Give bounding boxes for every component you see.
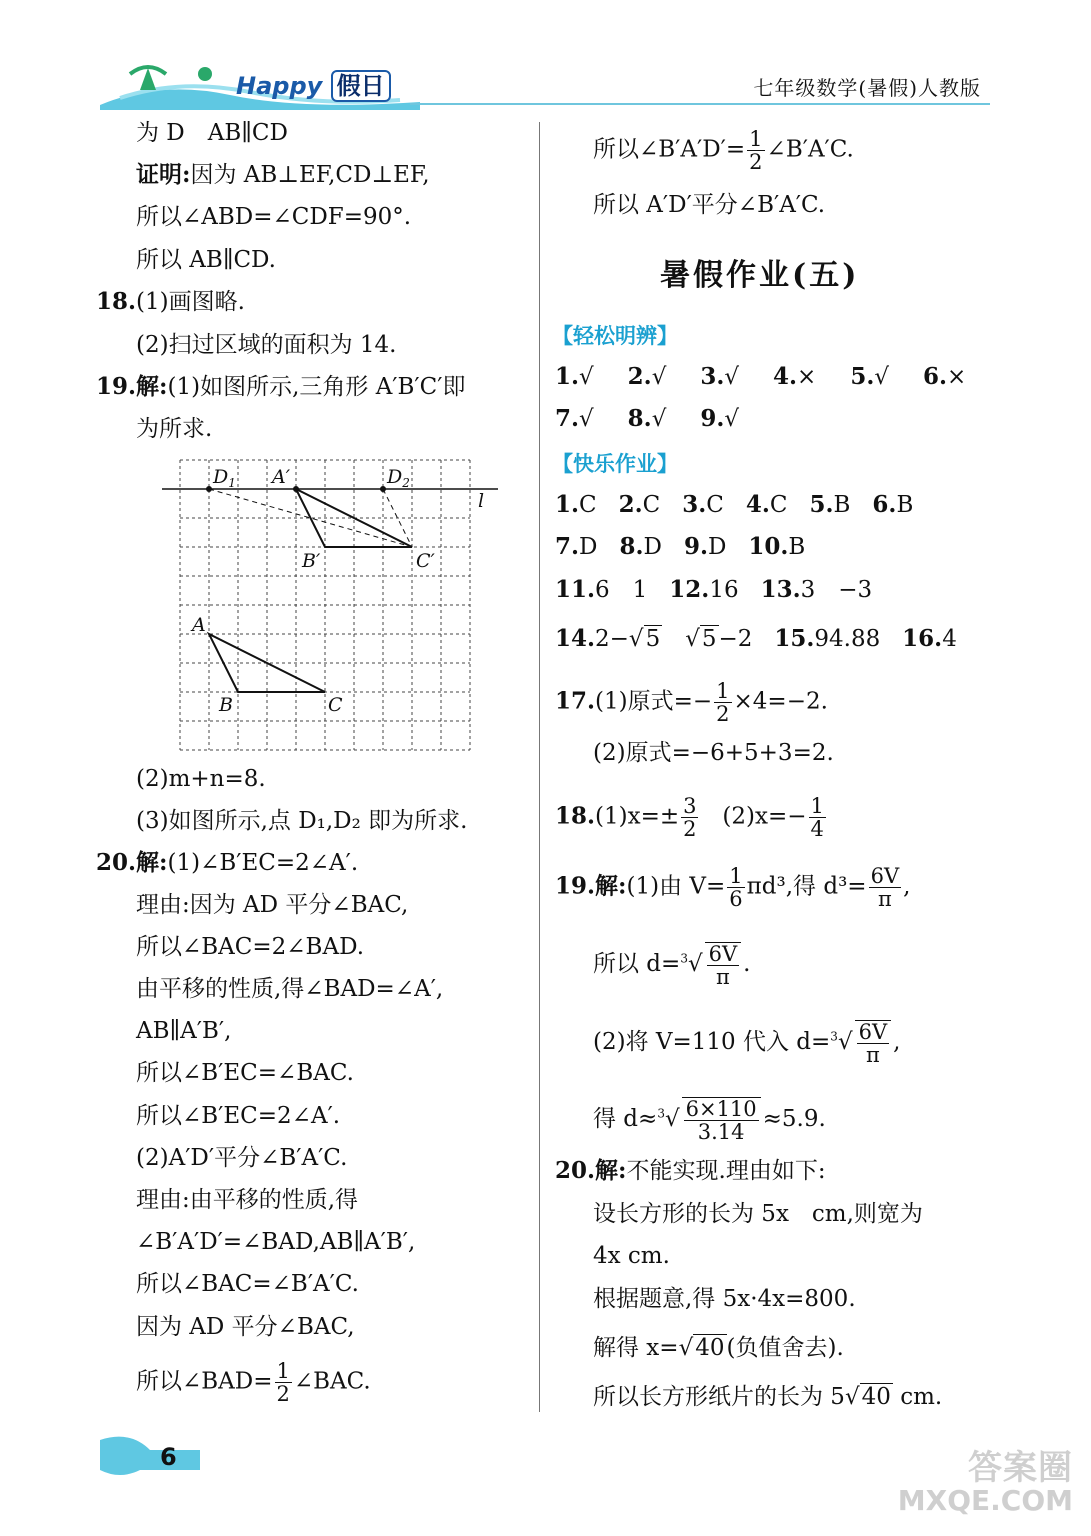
answer-item: [700, 406, 739, 432]
frac-num: 1: [276, 1359, 290, 1383]
q19r-line-4: 得 d≈$^3$√ $\frac{6\times 110}{3.14}$ ≈5.9.: [593, 1097, 826, 1144]
section-title: 暑假作业(五): [660, 258, 860, 293]
frac-den: 6: [729, 887, 743, 911]
q20-line-8: (2)A′D′平分∠B′A′C.: [136, 1145, 348, 1171]
answer-number: 9.: [700, 405, 725, 432]
q19r-l3-frac: [855, 1020, 892, 1066]
answer-item: [684, 534, 726, 560]
answer-value: 6 1: [595, 577, 648, 603]
frac-num: 6×110: [685, 1097, 757, 1121]
answer-item: [619, 534, 661, 560]
q19r-number: 19.: [555, 872, 596, 900]
section-happy-homework: 【快乐作业】: [552, 452, 678, 476]
q18-2a: (2)x=−: [722, 803, 807, 830]
answer-value: 3 −3: [800, 577, 873, 603]
q20-solution-label: 解:: [136, 849, 168, 876]
fraction-half: [275, 1360, 292, 1405]
q19r-line-3: (2)将 V=110 代入 d=$^3$√ $\frac{6V}{\pi}$ ,: [593, 1020, 901, 1067]
footer-decoration: [100, 1430, 200, 1480]
q20-line-3: 所以∠BAC=2∠BAD.: [136, 934, 365, 960]
q15-number: 15.: [774, 625, 815, 652]
tf-row-2: [555, 404, 773, 434]
answer-item: [555, 406, 594, 432]
answer-number: 6.: [922, 363, 947, 390]
answer-number: 4.: [773, 363, 798, 390]
q19-solution-label: 解:: [136, 373, 168, 400]
tf-row-1: [555, 362, 1000, 392]
q18-answers: [555, 795, 828, 840]
left-line-3: 所以∠ABD=∠CDF=90°.: [136, 204, 412, 230]
q19r-l3b: ,: [893, 1029, 901, 1055]
answer-value: B: [833, 492, 851, 518]
answer-number: 2.: [627, 363, 652, 390]
watermark-url: MXQE.COM: [897, 1484, 1073, 1517]
frac-num: 6V: [870, 864, 900, 888]
q16-number: 16.: [902, 625, 943, 652]
label-d2: $D_2$: [387, 466, 410, 490]
book-title: 七年级数学(暑假)人教版: [753, 76, 981, 100]
r1-tail: ∠B′A′C.: [766, 136, 854, 163]
q18-frac-2: [809, 795, 826, 840]
frac-num: 1: [810, 794, 824, 818]
q14-gap: [662, 626, 685, 652]
r1-fraction: [747, 128, 764, 173]
q18r-number: 18.: [555, 802, 596, 830]
label-c1: C′: [416, 550, 435, 572]
cube-root-index: 3: [830, 1029, 838, 1044]
answer-number: 4.: [745, 491, 770, 518]
q19-part3: (3)如图所示,点 D₁,D₂ 即为所求.: [136, 808, 468, 834]
q20-part1: [136, 848, 358, 878]
q20-part1-text: (1)∠B′EC=2∠A′.: [167, 850, 359, 876]
q19r-l4-frac: [682, 1097, 761, 1143]
frac-num: 6V: [708, 942, 738, 966]
q20r-line-4: 根据题意,得 5x·4x=800.: [593, 1286, 856, 1312]
q20-l13-tail: ∠BAC.: [293, 1368, 371, 1395]
q20r-line-1: [555, 1156, 826, 1186]
answer-value: √: [651, 364, 667, 390]
answer-value: D: [707, 534, 727, 560]
q19r-solution-label: 解:: [595, 872, 627, 900]
q20-l13-text: 所以∠BAD=: [136, 1368, 273, 1395]
answer-item: [748, 534, 805, 560]
q20r-l6-radicand: 40: [861, 1384, 891, 1410]
q20r-number: 20.: [555, 1157, 596, 1184]
section-easy-judge: 【轻松明辨】: [552, 324, 678, 348]
answer-value: D: [643, 534, 662, 560]
q20-line-12: 因为 AD 平分∠BAC,: [136, 1314, 355, 1340]
answer-item: [761, 577, 873, 603]
label-a1: A′: [272, 466, 291, 488]
q18-number: 18.: [96, 288, 137, 315]
frac-den: 2: [749, 150, 763, 174]
frac-den: π: [865, 1043, 880, 1067]
q20-number: 20.: [96, 849, 137, 876]
logo-happy: Happy: [236, 72, 323, 100]
q19r-l2-frac: [705, 942, 742, 988]
point-a1: [293, 486, 299, 492]
answer-item: [682, 492, 724, 518]
q19r-frac-2: [869, 865, 902, 910]
q14-number: 14.: [555, 625, 596, 652]
answer-value: √: [579, 406, 594, 432]
answer-value: √: [724, 406, 740, 432]
q19r-l4b: ≈5.9.: [762, 1106, 826, 1132]
q20-line-11: 所以∠BAC=∠B′A′C.: [136, 1271, 359, 1297]
answer-item: [555, 364, 594, 390]
answer-item: [555, 577, 647, 603]
r1-text: 所以∠B′A′D′=: [593, 136, 746, 163]
answer-item: [923, 364, 966, 390]
answer-item: [700, 364, 739, 390]
answer-item: [669, 577, 738, 603]
q18-frac-1: [681, 795, 698, 840]
right-line-2: 所以 A′D′平分∠B′A′C.: [593, 192, 826, 218]
q17-1a: (1)原式=−: [595, 688, 713, 715]
q19r-c: ,: [903, 873, 911, 900]
point-d1: [206, 486, 212, 492]
translation-figure: [160, 455, 505, 755]
q19-number: 19.: [96, 373, 137, 400]
q19r-l2a: 所以 d=: [593, 951, 681, 977]
q19r-line-2: 所以 d=$^3$√ $\frac{6V}{\pi}$ .: [593, 942, 751, 989]
answer-item: [872, 492, 913, 518]
q20r-solution-label: 解:: [595, 1157, 627, 1184]
q19r-l4a: 得 d≈: [593, 1106, 658, 1132]
q17-part1: [555, 680, 828, 725]
answer-number: 3.: [682, 491, 707, 518]
q16-answer: 4: [942, 626, 957, 652]
q19r-frac-1: [727, 865, 744, 910]
answer-value: C: [769, 492, 788, 518]
answer-item: [746, 492, 788, 518]
q20r-text: 不能实现.理由如下:: [626, 1158, 826, 1184]
answer-value: 16: [709, 577, 739, 603]
frac-den: 2: [716, 702, 730, 726]
answer-number: 12.: [669, 576, 710, 603]
answer-item: [773, 364, 816, 390]
left-line-1: 为 D AB∥CD: [136, 120, 288, 146]
logo-jia: 假日: [331, 70, 391, 102]
q15-answer: 94.88: [814, 626, 881, 652]
answer-number: 5.: [809, 491, 834, 518]
answer-value: D: [579, 534, 598, 560]
q20-line-2: 理由:因为 AD 平分∠BAC,: [136, 892, 409, 918]
column-divider: [539, 122, 540, 1412]
q14-radicand-2: 5: [701, 626, 717, 652]
q20-line-5: AB∥A′B′,: [136, 1018, 232, 1044]
answer-number: 8.: [619, 533, 644, 560]
answer-value: √: [651, 406, 667, 432]
answer-number: 11.: [555, 576, 596, 603]
header-rule: [410, 103, 990, 105]
answer-number: 7.: [555, 533, 580, 560]
right-line-1: [593, 128, 854, 173]
q20r-line-3: 4x cm.: [593, 1243, 670, 1269]
label-l: l: [478, 490, 485, 512]
q19r-line-1: [555, 865, 910, 910]
q20-line-9: 理由:由平移的性质,得: [136, 1187, 359, 1213]
row-14-16: 14.2−√5 √5−2 15.94.88 16.4: [555, 625, 957, 652]
q19-part1: [136, 372, 465, 402]
mc-row-2: [555, 532, 827, 562]
q19-part1-text: (1)如图所示,三角形 A′B′C′即: [167, 374, 466, 400]
answer-value: C: [642, 492, 661, 518]
answer-number: 5.: [850, 363, 875, 390]
answer-value: ×: [797, 364, 817, 390]
q20r-line-5: 解得 x=√40(负值舍去).: [593, 1335, 844, 1361]
answer-item: [619, 492, 661, 518]
header-logo: [236, 66, 391, 101]
answer-number: 2.: [618, 491, 643, 518]
cube-root-index: 3: [680, 951, 688, 966]
point-d2: [380, 486, 386, 492]
answer-value: √: [579, 364, 594, 390]
q20r-l5b: (负值舍去).: [726, 1335, 844, 1361]
q17-1b: ×4=−2.: [733, 688, 828, 715]
q20r-l6b: cm.: [892, 1384, 943, 1410]
answer-item: [628, 364, 667, 390]
q17-number: 17.: [555, 687, 596, 715]
q17-fraction: [714, 680, 731, 725]
proof-text: 因为 AB⊥EF,CD⊥EF,: [190, 162, 430, 188]
answer-value: B: [896, 492, 914, 518]
label-b: B: [219, 694, 233, 716]
answer-number: 10.: [748, 533, 789, 560]
q20-line-6: 所以∠B′EC=∠BAC.: [136, 1060, 354, 1086]
q14-a: 2−: [595, 626, 629, 652]
left-line-2: [136, 160, 430, 190]
answer-number: 1.: [555, 491, 580, 518]
q19r-l3a: (2)将 V=110 代入 d=: [593, 1029, 831, 1055]
q20-line-7: 所以∠B′EC=2∠A′.: [136, 1103, 341, 1129]
q19r-a: (1)由 V=: [626, 873, 726, 900]
answer-number: 13.: [760, 576, 801, 603]
proof-label: 证明:: [136, 161, 191, 188]
answer-item: [555, 534, 597, 560]
frac-den: 2: [276, 1382, 290, 1406]
left-line-4: 所以 AB∥CD.: [136, 247, 276, 273]
answer-value: C: [579, 492, 597, 518]
frac-den: π: [877, 887, 892, 911]
label-d1: $D_1$: [213, 466, 236, 490]
watermark-logo: 答案圈: [968, 1448, 1073, 1488]
q20-line-13: [136, 1360, 371, 1405]
answer-value: √: [724, 364, 740, 390]
answer-number: 1.: [555, 363, 580, 390]
label-b1: B′: [302, 550, 321, 572]
frac-den: 4: [810, 817, 824, 841]
answer-value: C: [706, 492, 724, 518]
q20r-l6a: 所以长方形纸片的长为 5: [593, 1384, 845, 1410]
cube-root-index: 3: [657, 1106, 665, 1121]
mc-row-1: [555, 490, 935, 520]
q20-line-4: 由平移的性质,得∠BAD=∠A′,: [136, 976, 444, 1002]
frac-den: 2: [683, 817, 697, 841]
frac-num: 1: [749, 127, 763, 151]
answer-value: B: [788, 534, 806, 560]
q18-1a: (1)x=±: [595, 803, 680, 830]
q18-part2: (2)扫过区域的面积为 14.: [136, 332, 397, 358]
answer-item: [850, 364, 889, 390]
q20-line-10: ∠B′A′D′=∠BAD,AB∥A′B′,: [136, 1229, 416, 1255]
q20r-line-6: 所以长方形纸片的长为 5√40 cm.: [593, 1384, 943, 1410]
answer-number: 7.: [555, 405, 580, 432]
answer-number: 9.: [683, 533, 708, 560]
answer-item: [628, 406, 667, 432]
frac-den: π: [715, 965, 730, 989]
page-number: 6: [160, 1443, 177, 1471]
answer-value: ×: [947, 364, 967, 390]
fill-row-11: [555, 575, 894, 605]
q19r-b: πd³,得 d³=: [746, 873, 867, 900]
q20r-l5-radicand: 40: [695, 1335, 725, 1361]
frac-num: 3: [683, 794, 697, 818]
q18-part1: (1)画图略.: [136, 289, 245, 315]
frac-num: 6V: [858, 1020, 888, 1044]
answer-number: 6.: [872, 491, 897, 518]
answer-number: 3.: [700, 363, 725, 390]
q20r-l5a: 解得 x=: [593, 1335, 679, 1361]
answer-item: [810, 492, 851, 518]
q19r-l2b: .: [743, 951, 751, 977]
answer-item: [555, 492, 597, 518]
label-c: C: [328, 694, 343, 716]
q14-c: −2: [718, 626, 753, 652]
q20r-line-2: 设长方形的长为 5x cm,则宽为: [593, 1201, 923, 1227]
frac-den: 3.14: [697, 1120, 745, 1144]
q19-part1-cont: 为所求.: [136, 416, 213, 442]
q17-part2: (2)原式=−6+5+3=2.: [593, 740, 834, 766]
answer-number: 8.: [627, 405, 652, 432]
q14-radicand-1: 5: [645, 626, 661, 652]
q19-part2: (2)m+n=8.: [136, 766, 266, 792]
frac-num: 1: [729, 864, 743, 888]
label-a: A: [192, 614, 206, 636]
answer-value: √: [874, 364, 889, 390]
frac-num: 1: [716, 679, 730, 703]
